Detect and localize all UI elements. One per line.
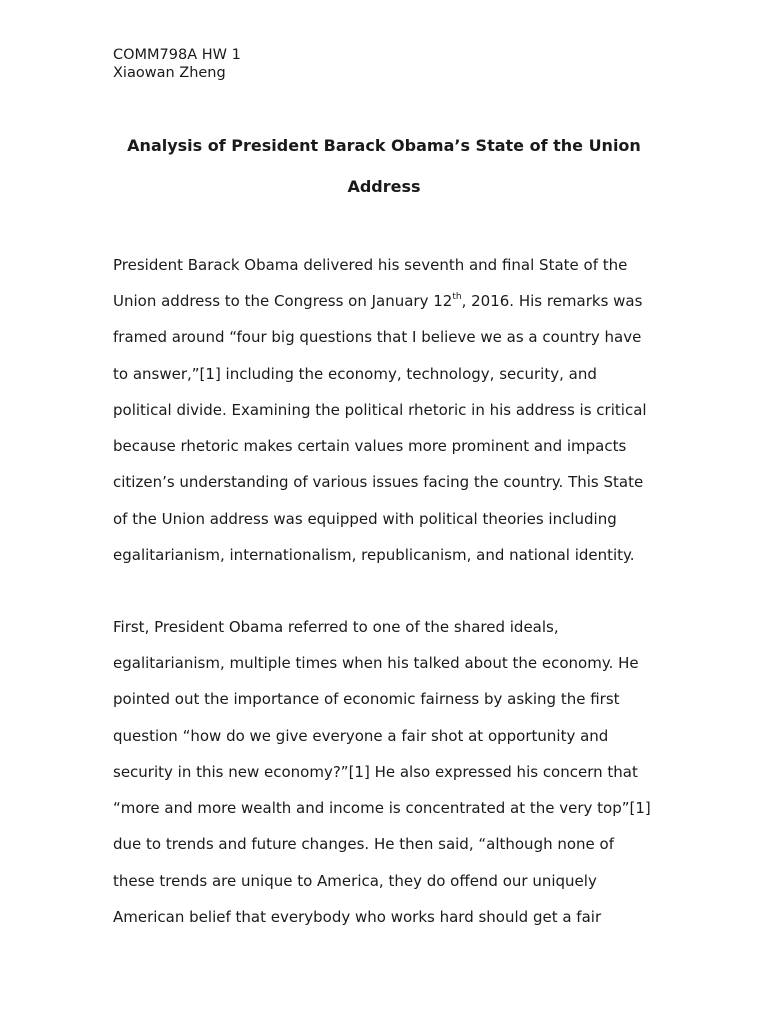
author-name: Xiaowan Zheng bbox=[113, 65, 226, 81]
paragraph-1-line: political divide. Examining the political rhetoric in his address is critical bbox=[113, 401, 647, 419]
paragraph-2-line: due to trends and future changes. He then said, “although none of bbox=[113, 835, 615, 853]
course-label: COMM798A HW 1 bbox=[113, 47, 241, 63]
paragraph-1-line: egalitarianism, internationalism, republicanism, and national identity. bbox=[113, 546, 635, 564]
paragraph-2-line: security in this new economy?”[1] He also expressed his concern that bbox=[113, 763, 638, 781]
paragraph-1-line: President Barack Obama delivered his seventh and final State of the bbox=[113, 256, 628, 274]
paragraph-2-line: egalitarianism, multiple times when his talked about the economy. He bbox=[113, 654, 639, 672]
superscript: th bbox=[452, 292, 462, 302]
paragraph-1-line: because rhetoric makes certain values more prominent and impacts bbox=[113, 437, 627, 455]
paragraph-1-line: to answer,”[1] including the economy, technology, security, and bbox=[113, 365, 597, 383]
paragraph-2-line: these trends are unique to America, they do offend our uniquely bbox=[113, 872, 597, 890]
paragraph-2-line: First, President Obama referred to one of the shared ideals, bbox=[113, 618, 559, 636]
paragraph-1-line: framed around “four big questions that I believe we as a country have bbox=[113, 328, 642, 346]
paragraph-1-line bbox=[113, 291, 642, 311]
text-fragment: , 2016. His remarks was bbox=[461, 292, 643, 310]
text-fragment: Union address to the Congress on January 12 bbox=[113, 292, 453, 310]
paragraph-1-line: citizen’s understanding of various issues facing the country. This State bbox=[113, 473, 644, 491]
paragraph-1-line: of the Union address was equipped with political theories including bbox=[113, 510, 617, 528]
paragraph-2-line: “more and more wealth and income is concentrated at the very top”[1] bbox=[113, 799, 651, 817]
paragraph-2-line: American belief that everybody who works hard should get a fair bbox=[113, 908, 602, 926]
paragraph-2-line: question “how do we give everyone a fair shot at opportunity and bbox=[113, 727, 609, 745]
header-block bbox=[113, 46, 241, 82]
document-title-continued: Address bbox=[347, 177, 421, 196]
paragraph-2-line: pointed out the importance of economic fairness by asking the first bbox=[113, 690, 620, 708]
document-title: Analysis of President Barack Obama’s State of the Union bbox=[127, 136, 641, 155]
